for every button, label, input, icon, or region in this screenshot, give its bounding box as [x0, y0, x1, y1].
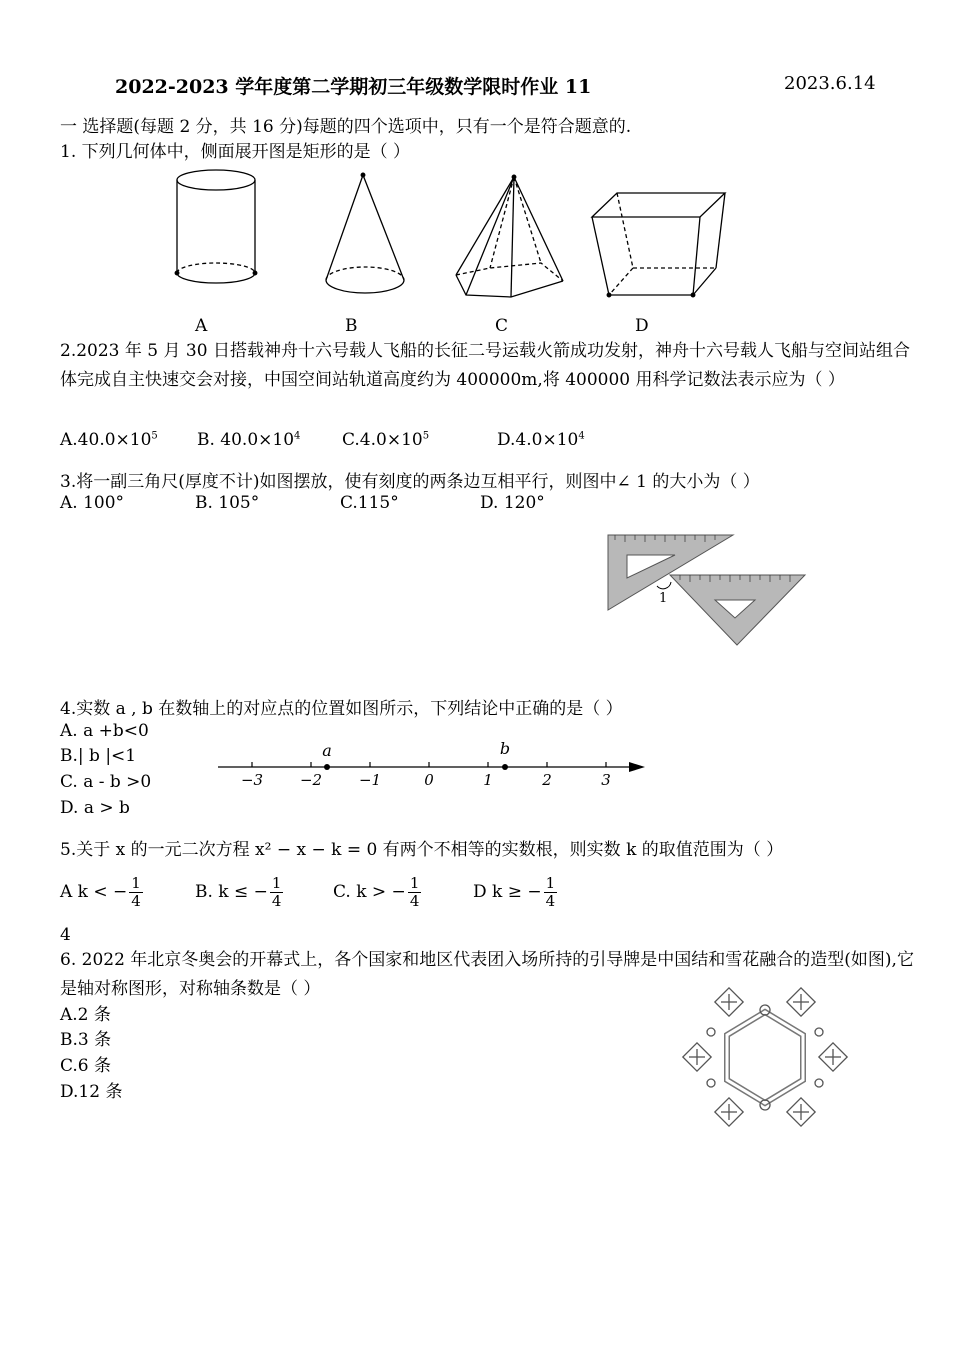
- q3-option-b: B. 105°: [195, 493, 260, 513]
- point-b-marker: [502, 764, 508, 770]
- prism-figure: [592, 193, 725, 297]
- q1-label-a: A: [195, 316, 208, 336]
- knot-bottom-right: [787, 1098, 815, 1126]
- tick-label-neg2: −2: [299, 771, 323, 789]
- q2-option-a: $A.40.0\times 10^5$: [60, 430, 158, 450]
- q3-option-a: A. 100°: [60, 493, 125, 513]
- point-b-label: b: [499, 739, 511, 758]
- q5-option-c: C. k > − $\frac{1}{4}$: [333, 874, 420, 910]
- q3-option-d: D. 120°: [480, 493, 545, 513]
- q6-option-b: B.3 条: [60, 1030, 112, 1050]
- cone-figure: [326, 173, 404, 293]
- pyramid-figure: [456, 175, 563, 297]
- q6-text: 6. 2022 年北京冬奥会的开幕式上，各个国家和地区代表团入场所持的引导牌是中国结和雪花融合的造型(如图),它是轴对称图形，对称轴条数是（ ）: [60, 950, 914, 999]
- tick-label-neg3: −3: [240, 771, 264, 789]
- q6-option-a: A.2 条: [60, 1005, 111, 1025]
- q1-text: 1. 下列几何体中，侧面展开图是矩形的是（ ）: [60, 142, 411, 162]
- knot-bottom-left: [715, 1098, 743, 1126]
- cylinder-figure: [175, 170, 257, 283]
- q1-solids-figure: [160, 165, 760, 305]
- q5-option-d: D k ≥ − $\frac{1}{4}$: [473, 874, 556, 910]
- tick-label-0: 0: [424, 771, 434, 789]
- knot-top-left: [715, 988, 743, 1016]
- tick-label-3: 3: [601, 771, 611, 789]
- point-a-label: a: [322, 741, 332, 760]
- q2-option-c: $C.4.0\times 10^5$: [342, 430, 430, 450]
- knot-left: [683, 1043, 711, 1071]
- q2-option-d: $D.4.0\times 10^4$: [497, 430, 585, 450]
- q5-option-b: B. k ≤ − $\frac{1}{4}$: [195, 874, 282, 910]
- q6-option-c: C.6 条: [60, 1056, 112, 1076]
- exam-date: 2023.6.14: [784, 73, 876, 94]
- section-heading: 一 选择题(每题 2 分，共 16 分)每题的四个选项中，只有一个是符合题意的.: [60, 117, 632, 137]
- triangle-rulers-figure: [605, 530, 810, 650]
- q5-text: 5.关于 x 的一元二次方程 x² − x − k = 0 有两个不相等的实数根，则实数 k 的取值范围为（ ）: [60, 840, 784, 860]
- point-a-marker: [324, 764, 330, 770]
- knot-right: [819, 1043, 847, 1071]
- q6-option-d: D.12 条: [60, 1082, 123, 1102]
- q4-option-d: D. a > b: [60, 798, 130, 818]
- q4-option-b: B.| b |<1: [60, 746, 137, 766]
- tick-label-2: 2: [542, 771, 552, 789]
- q4-text: 4.实数 a , b 在数轴上的对应点的位置如图所示，下列结论中正确的是（ ）: [60, 699, 623, 719]
- exam-title: 2022-2023 学年度第二学期初三年级数学限时作业 11: [115, 76, 592, 98]
- q5-option-a: A k < − $\frac{1}{4}$: [60, 874, 141, 910]
- tick-label-neg1: −1: [358, 771, 382, 789]
- number-line-figure: [215, 737, 655, 792]
- q2-option-b: B. $40.0\times 10^4$: [197, 430, 301, 450]
- q2-text: 2.2023 年 5 月 30 日搭载神舟十六号载人飞船的长征二号运载火箭成功发射，神舟十六号载人飞船与空间站组合体完成自主快速交会对接，中国空间站轨道高度约为 400000m,将 400000 用科学记数法表示应为（ ）: [60, 341, 910, 390]
- q3-option-c: C.115°: [340, 493, 399, 513]
- q1-label-b: B: [345, 316, 358, 336]
- q5-stray-text: 4: [60, 925, 71, 945]
- q1-label-d: D: [635, 316, 649, 336]
- q3-text: 3.将一副三角尺(厚度不计)如图摆放，使有刻度的两条边互相平行，则图中∠ 1 的大小为（ ）: [60, 472, 760, 492]
- tick-label-1: 1: [483, 771, 493, 789]
- q1-label-c: C: [495, 316, 509, 336]
- knot-top-right: [787, 988, 815, 1016]
- q4-option-c: C. a - b >0: [60, 772, 152, 792]
- angle-1-label: 1: [659, 591, 668, 606]
- chinese-knot-snowflake-figure: [675, 980, 855, 1135]
- q4-option-a: A. a +b<0: [60, 721, 149, 741]
